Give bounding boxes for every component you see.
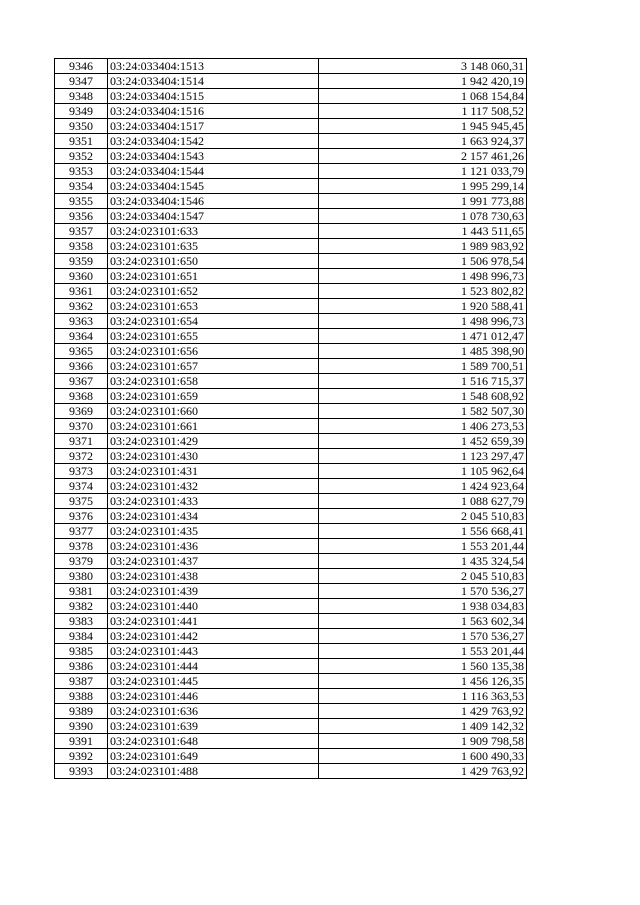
row-number-cell: 9365 xyxy=(55,344,108,359)
cadastral-value-cell: 1 452 659,39 xyxy=(319,434,527,449)
cadastral-number-cell: 03:24:023101:436 xyxy=(108,539,319,554)
table-row xyxy=(55,359,527,374)
table-row xyxy=(55,314,527,329)
cadastral-value-cell: 1 945 945,45 xyxy=(319,119,527,134)
cadastral-number-cell: 03:24:033404:1543 xyxy=(108,149,319,164)
table-row xyxy=(55,539,527,554)
table-row xyxy=(55,644,527,659)
cadastral-number-cell: 03:24:033404:1547 xyxy=(108,209,319,224)
cadastral-value-cell: 1 485 398,90 xyxy=(319,344,527,359)
cadastral-number-cell: 03:24:023101:439 xyxy=(108,584,319,599)
cadastral-number-cell: 03:24:023101:432 xyxy=(108,479,319,494)
cadastral-value-cell: 1 105 962,64 xyxy=(319,464,527,479)
row-number-cell: 9373 xyxy=(55,464,108,479)
cadastral-number-cell: 03:24:023101:649 xyxy=(108,749,319,764)
table-row xyxy=(55,629,527,644)
cadastral-value-cell: 1 116 363,53 xyxy=(319,689,527,704)
row-number-cell: 9349 xyxy=(55,104,108,119)
cadastral-number-cell: 03:24:033404:1517 xyxy=(108,119,319,134)
table-body xyxy=(55,59,527,779)
row-number-cell: 9383 xyxy=(55,614,108,629)
table-row xyxy=(55,239,527,254)
row-number-cell: 9374 xyxy=(55,479,108,494)
cadastral-value-cell: 1 435 324,54 xyxy=(319,554,527,569)
cadastral-number-cell: 03:24:023101:446 xyxy=(108,689,319,704)
table-row xyxy=(55,299,527,314)
table-row xyxy=(55,74,527,89)
cadastral-number-cell: 03:24:023101:656 xyxy=(108,344,319,359)
cadastral-number-cell: 03:24:023101:633 xyxy=(108,224,319,239)
cadastral-number-cell: 03:24:033404:1545 xyxy=(108,179,319,194)
cadastral-number-cell: 03:24:023101:636 xyxy=(108,704,319,719)
table-row xyxy=(55,554,527,569)
cadastral-value-cell: 1 560 135,38 xyxy=(319,659,527,674)
row-number-cell: 9384 xyxy=(55,629,108,644)
row-number-cell: 9348 xyxy=(55,89,108,104)
row-number-cell: 9377 xyxy=(55,524,108,539)
table-row xyxy=(55,404,527,419)
row-number-cell: 9364 xyxy=(55,329,108,344)
cadastral-value-cell: 1 424 923,64 xyxy=(319,479,527,494)
cadastral-value-cell: 1 409 142,32 xyxy=(319,719,527,734)
row-number-cell: 9347 xyxy=(55,74,108,89)
cadastral-number-cell: 03:24:023101:443 xyxy=(108,644,319,659)
table-row xyxy=(55,89,527,104)
row-number-cell: 9386 xyxy=(55,659,108,674)
table-row xyxy=(55,494,527,509)
table-row xyxy=(55,749,527,764)
cadastral-value-cell: 1 553 201,44 xyxy=(319,644,527,659)
row-number-cell: 9351 xyxy=(55,134,108,149)
table-row xyxy=(55,704,527,719)
row-number-cell: 9353 xyxy=(55,164,108,179)
table-row xyxy=(55,434,527,449)
cadastral-value-cell: 1 909 798,58 xyxy=(319,734,527,749)
row-number-cell: 9354 xyxy=(55,179,108,194)
cadastral-number-cell: 03:24:023101:659 xyxy=(108,389,319,404)
table-row xyxy=(55,509,527,524)
cadastral-number-cell: 03:24:023101:431 xyxy=(108,464,319,479)
row-number-cell: 9355 xyxy=(55,194,108,209)
cadastral-value-cell: 1 589 700,51 xyxy=(319,359,527,374)
table-row xyxy=(55,329,527,344)
cadastral-value-cell: 1 456 126,35 xyxy=(319,674,527,689)
row-number-cell: 9363 xyxy=(55,314,108,329)
row-number-cell: 9367 xyxy=(55,374,108,389)
cadastral-number-cell: 03:24:023101:434 xyxy=(108,509,319,524)
cadastral-number-cell: 03:24:023101:657 xyxy=(108,359,319,374)
table-row xyxy=(55,134,527,149)
row-number-cell: 9370 xyxy=(55,419,108,434)
cadastral-value-cell: 1 506 978,54 xyxy=(319,254,527,269)
table-row xyxy=(55,464,527,479)
table-row xyxy=(55,59,527,74)
table-row xyxy=(55,119,527,134)
row-number-cell: 9385 xyxy=(55,644,108,659)
row-number-cell: 9362 xyxy=(55,299,108,314)
cadastral-number-cell: 03:24:023101:654 xyxy=(108,314,319,329)
cadastral-value-cell: 1 498 996,73 xyxy=(319,269,527,284)
cadastral-number-cell: 03:24:023101:437 xyxy=(108,554,319,569)
cadastral-number-cell: 03:24:033404:1546 xyxy=(108,194,319,209)
table-row xyxy=(55,584,527,599)
cadastral-number-cell: 03:24:023101:438 xyxy=(108,569,319,584)
row-number-cell: 9376 xyxy=(55,509,108,524)
cadastral-value-cell: 1 920 588,41 xyxy=(319,299,527,314)
table-row xyxy=(55,599,527,614)
table-row xyxy=(55,734,527,749)
cadastral-number-cell: 03:24:023101:658 xyxy=(108,374,319,389)
row-number-cell: 9391 xyxy=(55,734,108,749)
cadastral-number-cell: 03:24:023101:650 xyxy=(108,254,319,269)
row-number-cell: 9381 xyxy=(55,584,108,599)
cadastral-number-cell: 03:24:023101:655 xyxy=(108,329,319,344)
table-row xyxy=(55,689,527,704)
cadastral-number-cell: 03:24:023101:635 xyxy=(108,239,319,254)
row-number-cell: 9387 xyxy=(55,674,108,689)
cadastral-number-cell: 03:24:033404:1516 xyxy=(108,104,319,119)
table-row xyxy=(55,764,527,779)
cadastral-number-cell: 03:24:023101:660 xyxy=(108,404,319,419)
cadastral-number-cell: 03:24:023101:435 xyxy=(108,524,319,539)
cadastral-value-cell: 1 938 034,83 xyxy=(319,599,527,614)
row-number-cell: 9379 xyxy=(55,554,108,569)
row-number-cell: 9389 xyxy=(55,704,108,719)
row-number-cell: 9369 xyxy=(55,404,108,419)
cadastral-value-cell: 1 556 668,41 xyxy=(319,524,527,539)
row-number-cell: 9346 xyxy=(55,59,108,74)
row-number-cell: 9352 xyxy=(55,149,108,164)
cadastral-value-cell: 3 148 060,31 xyxy=(319,59,527,74)
row-number-cell: 9392 xyxy=(55,749,108,764)
cadastral-value-cell: 1 548 608,92 xyxy=(319,389,527,404)
cadastral-value-cell: 1 995 299,14 xyxy=(319,179,527,194)
cadastral-number-cell: 03:24:023101:653 xyxy=(108,299,319,314)
cadastral-value-cell: 1 563 602,34 xyxy=(319,614,527,629)
cadastral-value-cell: 1 429 763,92 xyxy=(319,704,527,719)
cadastral-number-cell: 03:24:023101:488 xyxy=(108,764,319,779)
cadastral-number-cell: 03:24:023101:652 xyxy=(108,284,319,299)
cadastral-value-cell: 1 570 536,27 xyxy=(319,629,527,644)
row-number-cell: 9359 xyxy=(55,254,108,269)
cadastral-value-cell: 1 989 983,92 xyxy=(319,239,527,254)
row-number-cell: 9372 xyxy=(55,449,108,464)
cadastral-value-cell: 1 516 715,37 xyxy=(319,374,527,389)
cadastral-number-cell: 03:24:023101:442 xyxy=(108,629,319,644)
row-number-cell: 9388 xyxy=(55,689,108,704)
cadastral-value-cell: 1 553 201,44 xyxy=(319,539,527,554)
cadastral-number-cell: 03:24:023101:429 xyxy=(108,434,319,449)
cadastral-value-cell: 1 443 511,65 xyxy=(319,224,527,239)
cadastral-value-cell: 1 117 508,52 xyxy=(319,104,527,119)
row-number-cell: 9378 xyxy=(55,539,108,554)
table-row xyxy=(55,614,527,629)
cadastral-value-cell: 1 523 802,82 xyxy=(319,284,527,299)
row-number-cell: 9361 xyxy=(55,284,108,299)
table-row xyxy=(55,374,527,389)
row-number-cell: 9360 xyxy=(55,269,108,284)
cadastral-value-cell: 1 600 490,33 xyxy=(319,749,527,764)
table-row xyxy=(55,254,527,269)
cadastral-number-cell: 03:24:023101:651 xyxy=(108,269,319,284)
table-row xyxy=(55,194,527,209)
cadastral-number-cell: 03:24:033404:1542 xyxy=(108,134,319,149)
cadastral-value-cell: 1 123 297,47 xyxy=(319,449,527,464)
table-row xyxy=(55,269,527,284)
table-row xyxy=(55,344,527,359)
cadastral-number-cell: 03:24:023101:661 xyxy=(108,419,319,434)
cadastral-number-cell: 03:24:023101:444 xyxy=(108,659,319,674)
row-number-cell: 9371 xyxy=(55,434,108,449)
cadastral-number-cell: 03:24:023101:648 xyxy=(108,734,319,749)
row-number-cell: 9366 xyxy=(55,359,108,374)
row-number-cell: 9350 xyxy=(55,119,108,134)
cadastral-value-cell: 1 582 507,30 xyxy=(319,404,527,419)
table-row xyxy=(55,659,527,674)
cadastral-value-table xyxy=(54,58,527,779)
cadastral-number-cell: 03:24:033404:1513 xyxy=(108,59,319,74)
table-row xyxy=(55,104,527,119)
cadastral-value-cell: 1 498 996,73 xyxy=(319,314,527,329)
row-number-cell: 9375 xyxy=(55,494,108,509)
row-number-cell: 9357 xyxy=(55,224,108,239)
row-number-cell: 9356 xyxy=(55,209,108,224)
cadastral-number-cell: 03:24:033404:1515 xyxy=(108,89,319,104)
cadastral-value-cell: 2 045 510,83 xyxy=(319,569,527,584)
cadastral-number-cell: 03:24:033404:1514 xyxy=(108,74,319,89)
cadastral-value-cell: 1 471 012,47 xyxy=(319,329,527,344)
table-row xyxy=(55,524,527,539)
cadastral-number-cell: 03:24:023101:445 xyxy=(108,674,319,689)
cadastral-value-cell: 1 406 273,53 xyxy=(319,419,527,434)
table-row xyxy=(55,479,527,494)
cadastral-value-cell: 1 991 773,88 xyxy=(319,194,527,209)
cadastral-value-cell: 1 570 536,27 xyxy=(319,584,527,599)
table-row xyxy=(55,449,527,464)
cadastral-number-cell: 03:24:023101:433 xyxy=(108,494,319,509)
row-number-cell: 9393 xyxy=(55,764,108,779)
cadastral-number-cell: 03:24:033404:1544 xyxy=(108,164,319,179)
table-row xyxy=(55,674,527,689)
cadastral-value-cell: 1 078 730,63 xyxy=(319,209,527,224)
cadastral-number-cell: 03:24:023101:441 xyxy=(108,614,319,629)
row-number-cell: 9380 xyxy=(55,569,108,584)
cadastral-value-cell: 1 663 924,37 xyxy=(319,134,527,149)
row-number-cell: 9358 xyxy=(55,239,108,254)
row-number-cell: 9390 xyxy=(55,719,108,734)
table-row xyxy=(55,389,527,404)
table-row xyxy=(55,419,527,434)
table-row xyxy=(55,284,527,299)
row-number-cell: 9382 xyxy=(55,599,108,614)
cadastral-value-cell: 1 068 154,84 xyxy=(319,89,527,104)
table-row xyxy=(55,209,527,224)
row-number-cell: 9368 xyxy=(55,389,108,404)
cadastral-value-cell: 1 088 627,79 xyxy=(319,494,527,509)
cadastral-value-cell: 1 121 033,79 xyxy=(319,164,527,179)
table-row xyxy=(55,719,527,734)
table-row xyxy=(55,569,527,584)
cadastral-number-cell: 03:24:023101:440 xyxy=(108,599,319,614)
cadastral-value-cell: 1 942 420,19 xyxy=(319,74,527,89)
table-row xyxy=(55,149,527,164)
cadastral-value-cell: 1 429 763,92 xyxy=(319,764,527,779)
cadastral-value-cell: 2 045 510,83 xyxy=(319,509,527,524)
table-row xyxy=(55,164,527,179)
table-row xyxy=(55,224,527,239)
cadastral-number-cell: 03:24:023101:639 xyxy=(108,719,319,734)
table-row xyxy=(55,179,527,194)
cadastral-value-cell: 2 157 461,26 xyxy=(319,149,527,164)
cadastral-number-cell: 03:24:023101:430 xyxy=(108,449,319,464)
